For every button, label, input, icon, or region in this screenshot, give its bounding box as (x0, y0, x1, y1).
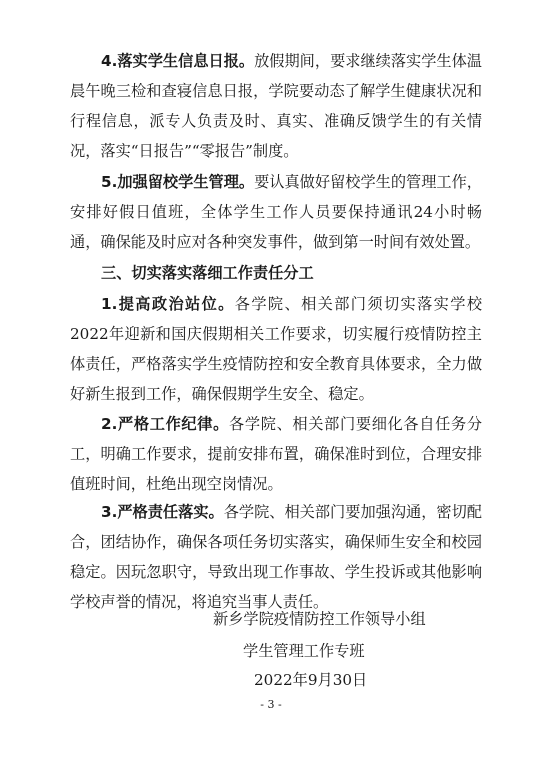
paragraph-body: 要认真做好留校学生的管理工作，安排好假日值班，全体学生工作人员要保持通讯24小时畅通，确保能及时应对各种突发事件，做到第一时间有效处置。 (70, 173, 482, 251)
paragraph-lead: 3.严格责任落实。 (101, 503, 224, 521)
paragraph-body: 各学院、相关部门须切实落实学校2022年迎新和国庆假期相关工作要求，切实履行疫情防控主体责任，严格落实学生疫情防控和安全教育具体要求，全力做好新生报到工作，确保假期学生安全、稳定。 (70, 295, 483, 403)
paragraph-body: 各学院、相关部门要细化各自任务分工，明确工作要求，提前安排布置，确保准时到位，合理安排值班时间，杜绝出现空岗情况。 (70, 415, 483, 493)
paragraph-lead: 4.落实学生信息日报。 (101, 52, 255, 70)
paragraph-body: 各学院、相关部门要加强沟通，密切配合，团结协作，确保各项任务切实落实，确保师生安全和校园稳定。因玩忽职守，导致出现工作事故、学生投诉或其他影响学校声誉的情况，将追究当事人责任。 (70, 503, 482, 611)
paragraph-on-campus-management (70, 167, 482, 257)
paragraph-work-discipline (70, 409, 482, 499)
paragraph-lead: 5.加强留校学生管理。 (101, 173, 255, 191)
paragraph-responsibility (70, 497, 482, 617)
section-heading: 三、切实落实落细工作责任分工 (101, 264, 314, 282)
paragraph-student-info-report (70, 46, 482, 166)
paragraph-lead: 1.提高政治站位。 (101, 295, 235, 313)
paragraph-political-stance (70, 289, 482, 409)
page-number: - 3 - (260, 698, 282, 711)
paragraph-body: 放假期间，要求继续落实学生体温晨午晚三检和查寝信息日报，学院要动态了解学生健康状况和行程信息，派专人负责及时、真实、准确反馈学生的有关情况，落实“日报告”“零报告”制度。 (70, 52, 482, 160)
signature-org-leading-group: 新乡学院疫情防控工作领导小组 (213, 610, 426, 628)
signature-date: 2022年9月30日 (254, 671, 368, 689)
paragraph-lead: 2.严格工作纪律。 (101, 415, 229, 433)
signature-org-task-force: 学生管理工作专班 (243, 642, 365, 660)
